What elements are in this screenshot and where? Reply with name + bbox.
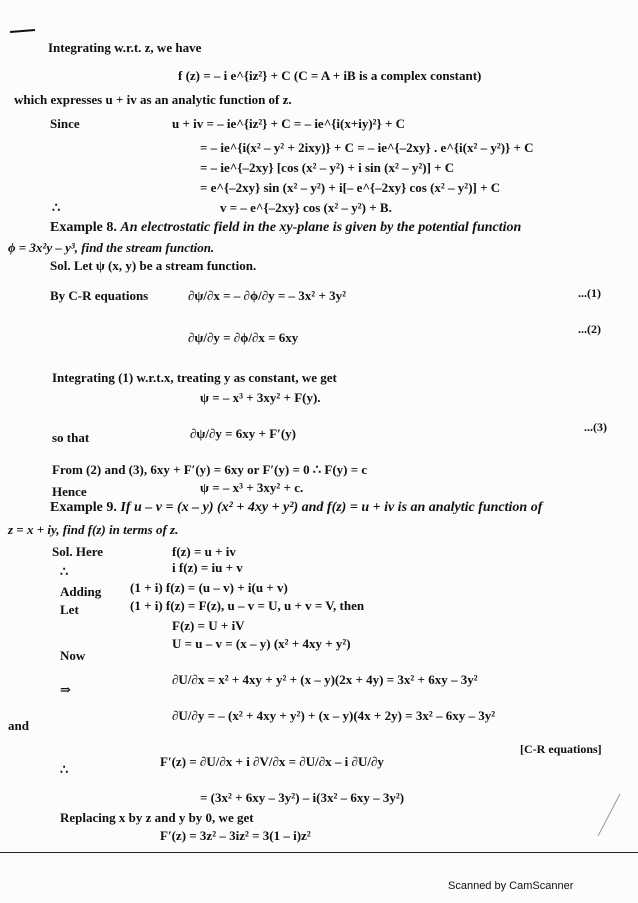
label-by-cr: By C-R equations	[50, 288, 149, 303]
eq-u-plus-iv: u + iv = – ie^{iz²} + C = – ie^{i(x+iy)²} + C	[172, 116, 405, 131]
label-now: Now	[60, 648, 86, 663]
example-9-statement-cont: z = x + iy, find f(z) in terms of z.	[8, 522, 179, 537]
pen-stroke-right	[594, 790, 624, 840]
eq-ifz: i f(z) = iu + v	[172, 560, 243, 575]
eq-number-2: ...(2)	[578, 322, 601, 336]
eq-U-def: U = u – v = (x – y) (x² + 4xy + y²)	[172, 636, 351, 651]
eq-let: (1 + i) f(z) = F(z), u – v = U, u + v = V, then	[130, 598, 365, 613]
eq-step-4: = e^{–2xy} sin (x² – y²) + i[– e^{–2xy} cos (x² – y²)] + C	[200, 180, 501, 195]
eq-adding: (1 + i) f(z) = (u – v) + i(u + v)	[130, 580, 288, 595]
eq-dU-dy: ∂U/∂y = – (x² + 4xy + y²) + (x – y)(4x + 2y) = 3x² – 6xy – 3y²	[172, 708, 496, 723]
eq-Fprime-z: F′(z) = 3z² – 3iz² = 3(1 – i)z²	[160, 828, 311, 843]
sol-8-text: Let ψ (x, y) be a stream function.	[73, 258, 257, 273]
eq-Fz: F(z) = U + iV	[172, 618, 245, 633]
eq-dU-dx: ∂U/∂x = x² + 4xy + y² + (x – y)(2x + 4y) = 3x² + 6xy – 3y²	[172, 672, 478, 687]
page-bottom-rule	[0, 852, 638, 853]
label-adding: Adding	[60, 584, 102, 599]
scanner-watermark: Scanned by CamScanner	[448, 880, 574, 892]
example-8-statement-cont: ϕ = 3x²y – y³, find the stream function.	[8, 240, 215, 255]
eq-Fprime-expanded: = (3x² + 6xy – 3y²) – i(3x² – 6xy – 3y²)	[200, 790, 405, 805]
label-and: and	[8, 718, 29, 733]
therefore-symbol-3: ∴	[60, 762, 69, 777]
label-hence: Hence	[52, 484, 87, 499]
eq-cr-2: ∂ψ/∂y = ∂ϕ/∂x = 6xy	[188, 330, 299, 345]
therefore-symbol: ∴	[52, 200, 61, 215]
label-so-that: so that	[52, 430, 90, 445]
line-fz-result: f (z) = – i e^{iz²} + C (C = A + iB is a complex constant)	[178, 68, 482, 83]
eq-number-1: ...(1)	[578, 286, 601, 300]
example-9-statement: If u – v = (x – y) (x² + 4xy + y²) and f(z) = u + iv is an analytic function of	[120, 500, 543, 515]
line-analytic-expression: which expresses u + iv as an analytic function of z.	[14, 92, 292, 107]
sol-8-intro	[50, 258, 256, 274]
eq-step-3: = – ie^{–2xy} [cos (x² – y²) + i sin (x² – y²)] + C	[200, 160, 455, 175]
example-9-label: Example 9.	[50, 500, 117, 515]
example-8-heading	[50, 220, 521, 236]
example-8-label: Example 8.	[50, 220, 117, 235]
eq-step-2: = – ie^{i(x² – y² + 2ixy)} + C = – ie^{–2xy} . e^{i(x² – y²)} + C	[200, 140, 534, 155]
sol-9-label	[52, 544, 103, 560]
eq-v-result: v = – e^{–2xy} cos (x² – y²) + B.	[220, 200, 392, 215]
eq-psi-final: ψ = – x³ + 3xy² + c.	[200, 480, 304, 495]
therefore-symbol-2: ∴	[60, 564, 69, 579]
line-from-2-3: From (2) and (3), 6xy + F′(y) = 6xy or F′(y) = 0 ∴ F(y) = c	[52, 462, 368, 477]
line-integrating-z: Integrating w.r.t. z, we have	[48, 40, 202, 55]
example-8-statement: An electrostatic field in the xy-plane is given by the potential function	[120, 220, 522, 235]
eq-number-3: ...(3)	[584, 420, 607, 434]
pen-mark-top-left	[8, 26, 38, 36]
sol-9-head: Sol.	[52, 544, 73, 559]
eq-psi: ψ = – x³ + 3xy² + F(y).	[200, 390, 321, 405]
line-replacing: Replacing x by z and y by 0, we get	[60, 810, 254, 825]
cr-equations-note: [C-R equations]	[520, 742, 602, 756]
implies-symbol: ⇒	[60, 682, 71, 697]
line-integrating-1: Integrating (1) w.r.t.x, treating y as constant, we get	[52, 370, 337, 385]
example-9-heading	[50, 500, 542, 516]
eq-fz-def: f(z) = u + iv	[172, 544, 236, 559]
label-since: Since	[50, 116, 80, 131]
eq-Fprime: F′(z) = ∂U/∂x + i ∂V/∂x = ∂U/∂x – i ∂U/∂y	[160, 754, 384, 769]
sol-label: Sol.	[50, 258, 71, 273]
sol-9-here: Here	[75, 544, 104, 559]
label-let: Let	[60, 602, 79, 617]
eq-cr-1: ∂ψ/∂x = – ∂ϕ/∂y = – 3x² + 3y²	[188, 288, 346, 303]
eq-dpsi-dy: ∂ψ/∂y = 6xy + F′(y)	[190, 426, 296, 441]
